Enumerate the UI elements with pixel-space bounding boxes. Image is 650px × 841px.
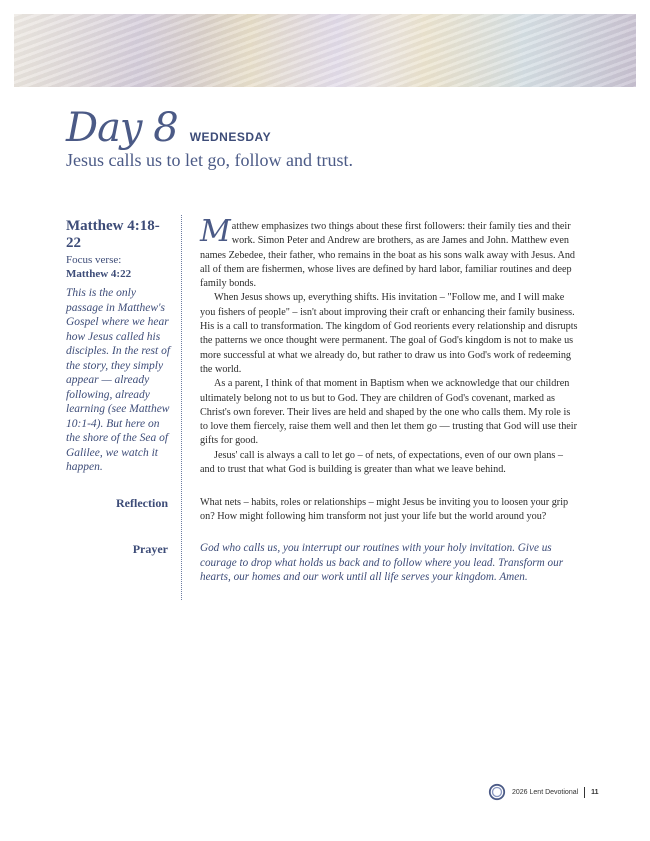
paragraph-3: As a parent, I think of that moment in Baptism when we acknowledge that our children ultimately belong not to us but to God. They are children of God's covenant, marked as Christ's own forever. Their lives are held and shaped by the one who calls them. My role is to love them fiercely, raise them well and then let them go — trusting that God will use their gifts for good. <box>200 378 578 447</box>
dotted-divider <box>181 215 182 600</box>
day-heading <box>66 105 271 151</box>
paragraph-1-text: atthew emphasizes two things about these first followers: their family ties and their work. Simon Peter and Andrew are brothers, as are James and John. Matthew even names Zebedee, their father, who remains in the boat as his sons walk away with Jesus. And all of them are fishermen, whose lives are defined by hard labor, familiar routines and deep family bonds. <box>200 221 576 290</box>
publication-title: 2026 Lent Devotional <box>512 788 579 796</box>
reflection-label: Reflection <box>116 496 168 510</box>
paragraph-2: When Jesus shows up, everything shifts. His invitation – "Follow me, and I will make you fishers of people" – isn't about improving their craft or enhancing their family business. His is a call to transformation. The kingdom of God reorients every relationship and disrupts the patterns we once thought were permanent. The goal of God's kingdom is not to make us more successful at what we already do, but rather to draw us into God's work of redeeming the world. <box>200 292 578 375</box>
devotional-body <box>200 214 580 477</box>
page-footer <box>488 783 599 801</box>
focus-verse: Matthew 4:22 <box>66 268 132 280</box>
prayer-label: Prayer <box>132 542 168 556</box>
prayer-text: God who calls us, you interrupt our routines with your holy invitation. Give us courage to drop what holds us back and to follow where you lead. Transform our hearts, our homes and our work until all life serves your kingdom. Amen. <box>200 542 564 583</box>
day-theme: Jesus calls us to let go, follow and trust. <box>66 150 353 170</box>
focus-verse-label: Focus verse: <box>66 254 122 266</box>
sidebar-note: This is the only passage in Matthew's Gospel where we hear how Jesus called his disciples. In the rest of the story, they simply appear — already following, already learning (see Matthew 10:1-4). But here on the shore of the Sea of Galilee, we watch it happen. <box>66 287 171 473</box>
scripture-reference: Matthew 4:18-22 <box>66 218 160 251</box>
header-banner-image <box>14 14 636 87</box>
paragraph-4: Jesus' call is always a call to let go – of nets, of expectations, even of our own plans – and to trust that what God is building is greater than what we leave behind. <box>200 449 563 476</box>
paragraph-1 <box>200 214 580 291</box>
drop-cap: M <box>200 214 231 249</box>
page-number: 11 <box>591 788 599 796</box>
day-label: Day 8 <box>66 105 178 151</box>
reflection-text: What nets – habits, roles or relationships – might Jesus be inviting you to loosen your grip on? How might following him transform not just your life but the world around you? <box>200 497 569 523</box>
weekday-label: WEDNESDAY <box>189 130 272 144</box>
circle-logo-icon <box>488 783 506 801</box>
footer-separator <box>584 787 585 798</box>
sidebar <box>66 218 174 475</box>
